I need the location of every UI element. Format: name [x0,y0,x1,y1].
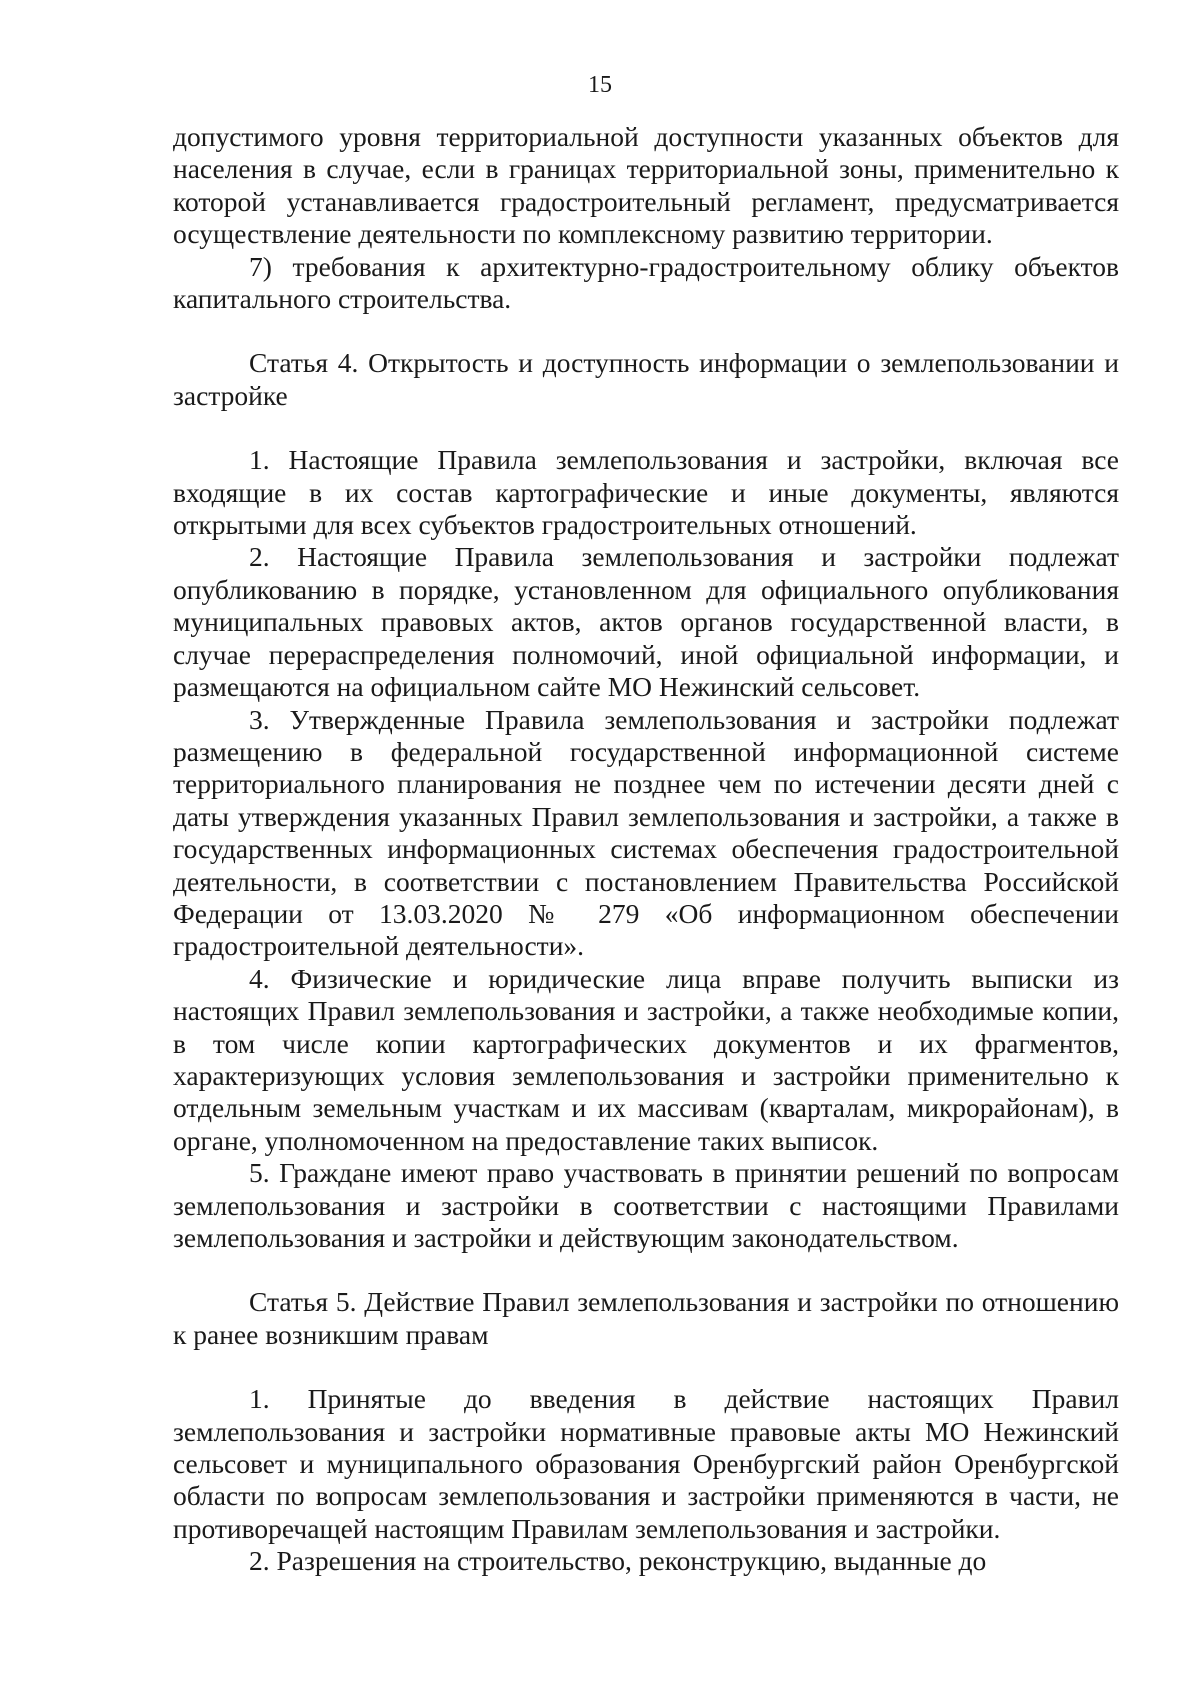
list-item-7: 7) требования к архитектурно-градостроительному облику объектов капитального строительства. [173,250,1119,315]
article-4-item-2: 2. Настоящие Правила землепользования и застройки подлежат опубликованию в порядке, установленном для официального опубликования муниципальных правовых актов, актов органов государственной власти, в случае перераспределения полномочий, иной официальной информации, и размещаются на официальном сайте МО Нежинский сельсовет. [173,541,1119,703]
page-number: 15 [588,72,612,98]
paragraph-continuation: допустимого уровня территориальной доступности указанных объектов для населения в случае, если в границах территориальной зоны, применительно к которой устанавливается градостроительный регламент, предусматривается осуществление деятельности по комплексному развитию территории. [173,121,1119,250]
article-5-item-1: 1. Принятые до введения в действие настоящих Правил землепользования и застройки нормативные правовые акты МО Нежинский сельсовет и муниципального образования Оренбургский район Оренбургской области по вопросам землепользования и застройки применяются в части, не противоречащей настоящим Правилам землепользования и застройки. [173,1383,1119,1544]
article-4-item-4: 4. Физические и юридические лица вправе получить выписки из настоящих Правил землепользования и застройки, а также необходимые копии, в том числе копии картографических документов и их фрагментов, характеризующих условия землепользования и застройки применительно к отдельным земельным участкам и их массивам (кварталам, микрорайонам), в органе, уполномоченном на предоставление таких выписок. [173,962,1119,1156]
article-4-item-5: 5. Граждане имеют право участвовать в принятии решений по вопросам землепользования и застройки в соответствии с настоящими Правилами землепользования и застройки и действующим законодательством. [173,1157,1119,1253]
article-5-item-2: 2. Разрешения на строительство, реконструкцию, выданные до [249,1545,987,1577]
document-body [173,121,1119,1578]
article-4-item-1: 1. Настоящие Правила землепользования и застройки, включая все входящие в их состав картографические и иные документы, являются открытыми для всех субъектов градостроительных отношений. [173,444,1119,541]
article-4-item-3: 3. Утвержденные Правила землепользования и застройки подлежат размещению в федеральной государственной информационной системе территориального планирования не позднее чем по истечении десяти дней с даты утверждения указанных Правил землепользования и застройки, а также в государственных информационных системах обеспечения градостроительной деятельности, в соответствии с постановлением Правительства Российской Федерации от 13.03.2020 № 279 «Об информационном обеспечении градостроительной деятельности». [173,703,1119,962]
article-4-heading: Статья 4. Открытость и доступность информации о землепользовании и застройке [173,347,1119,411]
article-5-heading: Статья 5. Действие Правил землепользования и застройки по отношению к ранее возникшим правам [173,1286,1119,1350]
